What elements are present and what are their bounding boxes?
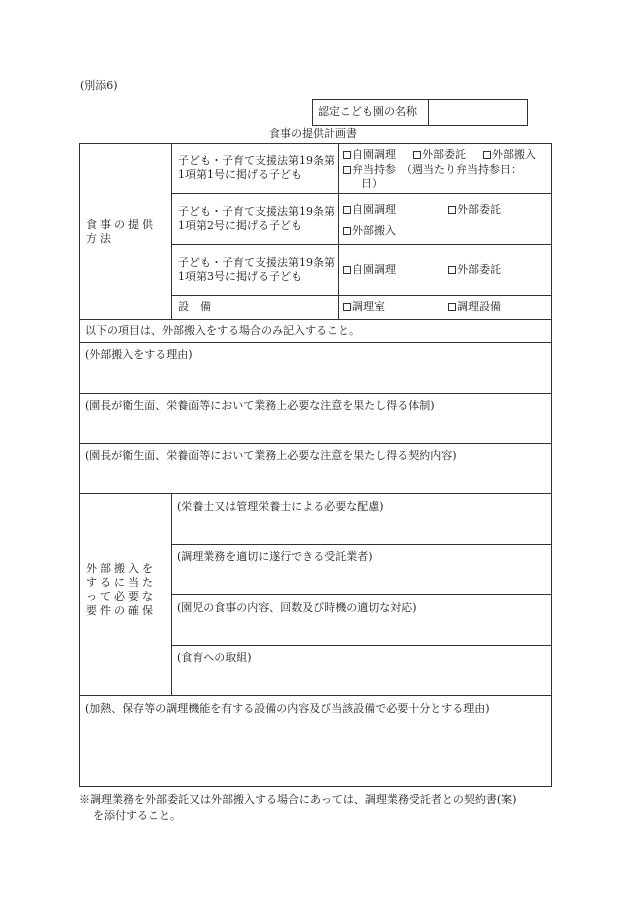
checkbox-icon bbox=[413, 151, 421, 159]
checkbox-icon bbox=[343, 206, 351, 214]
checkbox-icon bbox=[343, 266, 351, 274]
packed-lunch-days-note: （週当たり弁当持参日： bbox=[401, 163, 522, 176]
checkbox-icon bbox=[448, 206, 456, 214]
equipment-reason-label: (加熱、保存等の調理機能を有する設備の内容及び当該設備で必要十分とする理由) bbox=[85, 702, 490, 715]
option-kitchen-room[interactable]: 調理室 bbox=[343, 300, 385, 314]
checkbox-icon bbox=[343, 227, 351, 235]
checkbox-icon bbox=[483, 151, 491, 159]
requirements-label: 外部搬入をするに当たって必要な要件の確保 bbox=[86, 562, 156, 617]
option-outsourcing-no3[interactable]: 外部委託 bbox=[448, 263, 501, 277]
packed-lunch-days-unit: 日） bbox=[361, 177, 383, 190]
appendix-label: (別添6) bbox=[80, 79, 118, 92]
facility-name-label: 認定こども園の名称 bbox=[318, 105, 417, 118]
requirement-meal-content-label: (園児の食事の内容、回数及び時機の適切な対応) bbox=[177, 601, 417, 614]
facility-name-field[interactable] bbox=[434, 105, 524, 121]
provision-method-label: 食事の提供方法 bbox=[86, 218, 156, 245]
checkbox-icon bbox=[343, 303, 351, 311]
reason-field[interactable] bbox=[80, 364, 550, 392]
equipment-reason-field[interactable] bbox=[80, 718, 550, 785]
structure-field-label: (園長が衛生面、栄養面等において業務上必要な注意を果たし得る体制) bbox=[85, 399, 435, 412]
option-own-kitchen-no3[interactable]: 自園調理 bbox=[343, 263, 396, 277]
requirement-food-education-label: (食育への取組) bbox=[177, 651, 252, 664]
requirement-nutritionist-label: (栄養士又は管理栄養士による必要な配慮) bbox=[177, 500, 384, 513]
requirement-contractor-field[interactable] bbox=[172, 566, 550, 593]
option-cooking-equipment[interactable]: 調理設備 bbox=[448, 300, 501, 314]
requirement-meal-content-field[interactable] bbox=[172, 617, 550, 644]
option-external-delivery-no2[interactable]: 外部搬入 bbox=[343, 224, 396, 238]
footnote-line2: を添付すること。 bbox=[93, 809, 181, 822]
checkbox-icon bbox=[448, 266, 456, 274]
requirement-nutritionist-field[interactable] bbox=[172, 516, 550, 543]
equipment-label: 設 備 bbox=[178, 300, 211, 313]
category-no3: 子ども・子育て支援法第19条第1項第3号に掲げる子ども bbox=[178, 256, 335, 283]
category-no1: 子ども・子育て支援法第19条第1項第1号に掲げる子ども bbox=[178, 154, 335, 181]
requirement-contractor-label: (調理業務を適切に遂行できる受託業者) bbox=[177, 550, 373, 563]
option-external-delivery-no1[interactable]: 外部搬入 bbox=[483, 148, 536, 162]
checkbox-icon bbox=[448, 303, 456, 311]
contract-field[interactable] bbox=[80, 465, 550, 492]
option-own-kitchen-no1[interactable]: 自園調理 bbox=[343, 148, 396, 162]
requirement-food-education-field[interactable] bbox=[172, 667, 550, 694]
option-own-kitchen-no2[interactable]: 自園調理 bbox=[343, 203, 396, 217]
option-outsourcing-no2[interactable]: 外部委託 bbox=[448, 203, 501, 217]
footnote-line1: ※調理業務を外部委託又は外部搬入する場合にあっては、調理業務受託者との契約書(案) bbox=[79, 793, 517, 806]
category-no2: 子ども・子育て支援法第19条第1項第2号に掲げる子ども bbox=[178, 205, 335, 232]
page-title: 食事の提供計画書 bbox=[269, 127, 357, 140]
checkbox-icon bbox=[343, 166, 351, 174]
structure-field[interactable] bbox=[80, 415, 550, 442]
option-packed-lunch-no1[interactable]: 弁当持参 bbox=[343, 163, 396, 177]
option-outsourcing-no1[interactable]: 外部委託 bbox=[413, 148, 466, 162]
checkbox-icon bbox=[343, 151, 351, 159]
instruction-text: 以下の項目は、外部搬入をする場合のみ記入すること。 bbox=[85, 324, 360, 337]
reason-field-label: (外部搬入をする理由) bbox=[85, 348, 193, 361]
contract-field-label: (園長が衛生面、栄養面等において業務上必要な注意を果たし得る契約内容) bbox=[85, 449, 457, 462]
